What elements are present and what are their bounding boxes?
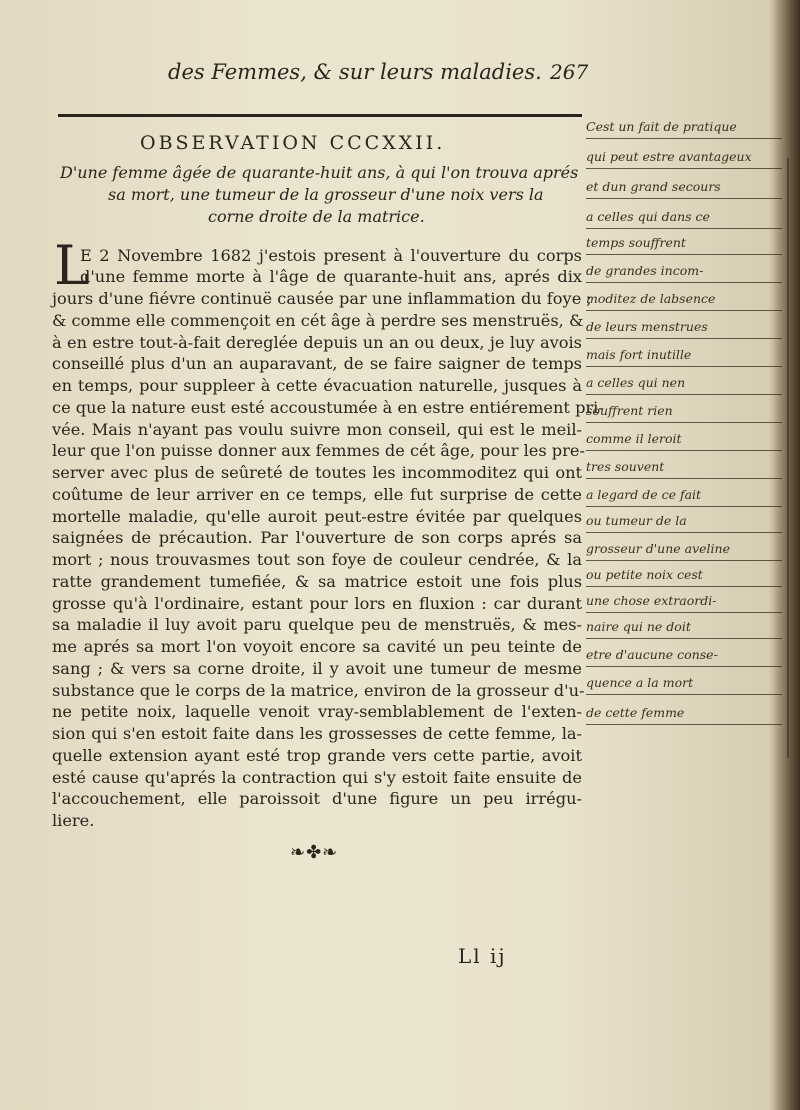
marginal-note-line: ou petite noix cest	[586, 566, 782, 587]
body-line: d'une femme morte à l'âge de quarante-huit ans, aprés dix	[80, 267, 582, 286]
body-line: me aprés sa mort l'on voyoit encore sa cavité un peu teinte de	[52, 637, 582, 656]
observation-subtitle-line: D'une femme âgée de quarante-huit ans, à qui l'on trouva aprés	[60, 163, 579, 182]
marginal-note-line: ou tumeur de la	[586, 512, 782, 533]
body-line: mortelle maladie, qu'elle auroit peut-estre évitée par quelques	[52, 507, 582, 526]
marginal-note-line: de cette femme	[586, 704, 782, 725]
marginal-note-line: temps souffrent	[586, 234, 782, 255]
running-head	[168, 60, 598, 94]
marginal-note-line: a legard de ce fait	[586, 486, 782, 507]
body-line: coûtume de leur arriver en ce temps, elle fut surprise de cette	[52, 485, 582, 504]
body-line: jours d'une fiévre continuë causée par une inflammation du foye ;	[52, 289, 592, 308]
marginal-note-line: mais fort inutille	[586, 346, 782, 367]
body-line: sang ; & vers sa corne droite, il y avoit une tumeur de mesme	[52, 659, 582, 678]
body-line: mort ; nous trouvasmes tout son foye de couleur cendrée, & la	[52, 550, 582, 569]
body-line: leur que l'on puisse donner aux femmes de cét âge, pour les pre-	[52, 441, 585, 460]
observation-subtitle-line: corne droite de la matrice.	[208, 207, 425, 226]
body-line: conseillé plus d'un an auparavant, de se faire saigner de temps	[52, 354, 582, 373]
body-line: ratte grandement tumefiée, & sa matrice estoit une fois plus	[52, 572, 582, 591]
marginal-note-line: et dun grand secours	[586, 178, 782, 199]
marginal-note-line: naire qui ne doit	[586, 618, 782, 639]
signature-mark: Ll ij	[458, 944, 507, 968]
marginal-note-line: qui peut estre avantageux	[586, 148, 782, 169]
body-line: l'accouchement, elle paroissoit d'une figure un peu irrégu-	[52, 789, 582, 808]
body-line: ne petite noix, laquelle venoit vray-semblablement de l'exten-	[52, 702, 582, 721]
marginal-note-line: quence a la mort	[586, 674, 782, 695]
marginal-note-line: a celles qui nen	[586, 374, 782, 395]
marginal-note-line: souffrent rien	[586, 402, 782, 423]
body-line: E 2 Novembre 1682 j'estois present à l'ouverture du corps	[80, 246, 582, 265]
observation-title: OBSERVATION CCCXXII.	[140, 132, 446, 154]
body-line: à en estre tout-à-fait dereglée depuis un an ou deux, je luy avois	[52, 333, 582, 352]
body-line: & comme elle commençoit en cét âge à perdre ses menstruës, &	[52, 311, 584, 330]
marginal-note-line: moditez de labsence	[586, 290, 782, 311]
body-line: liere.	[52, 811, 95, 830]
marginal-note-line: etre d'aucune conse-	[586, 646, 782, 667]
marginal-note-line: une chose extraordi-	[586, 592, 782, 613]
running-head-title: des Femmes, & sur leurs maladies.	[168, 60, 542, 84]
marginal-note-line: tres souvent	[586, 458, 782, 479]
body-line: quelle extension ayant esté trop grande vers cette partie, avoit	[52, 746, 582, 765]
body-line: esté cause qu'aprés la contraction qui s'y estoit faite ensuite de	[52, 768, 582, 787]
marginal-note-line: de grandes incom-	[586, 262, 782, 283]
marginal-note-line: Cest un fait de pratique	[586, 118, 782, 139]
body-line: en temps, pour suppleer à cette évacuation naturelle, jusques à	[52, 376, 582, 395]
ornament: ❧✤❧	[290, 842, 339, 863]
marginal-note-line: de leurs menstrues	[586, 318, 782, 339]
body-line: ce que la nature eust esté accoustumée à en estre entiérement pri-	[52, 398, 604, 417]
body-line: sion qui s'en estoit faite dans les grossesses de cette femme, la-	[52, 724, 582, 743]
drop-capital: L	[54, 234, 90, 297]
body-line: saignées de précaution. Par l'ouverture de son corps aprés sa	[52, 528, 582, 547]
header-rule	[58, 114, 582, 117]
body-line: substance que le corps de la matrice, environ de la grosseur d'u-	[52, 681, 585, 700]
marginal-note-line: comme il leroit	[586, 430, 782, 451]
observation-subtitle-line: sa mort, une tumeur de la grosseur d'une noix vers la	[108, 185, 544, 204]
marginal-note-line: a celles qui dans ce	[586, 208, 782, 229]
body-line: grosse qu'à l'ordinaire, estant pour lors en fluxion : car durant	[52, 594, 582, 613]
marginal-note-line: grosseur d'une aveline	[586, 540, 782, 561]
page-number: 267	[550, 60, 589, 84]
body-line: server avec plus de seûreté de toutes les incommoditez qui ont	[52, 463, 582, 482]
body-line: vée. Mais n'ayant pas voulu suivre mon conseil, qui est le meil-	[52, 420, 582, 439]
body-line: sa maladie il luy avoit paru quelque peu de menstruës, & mes-	[52, 615, 582, 634]
